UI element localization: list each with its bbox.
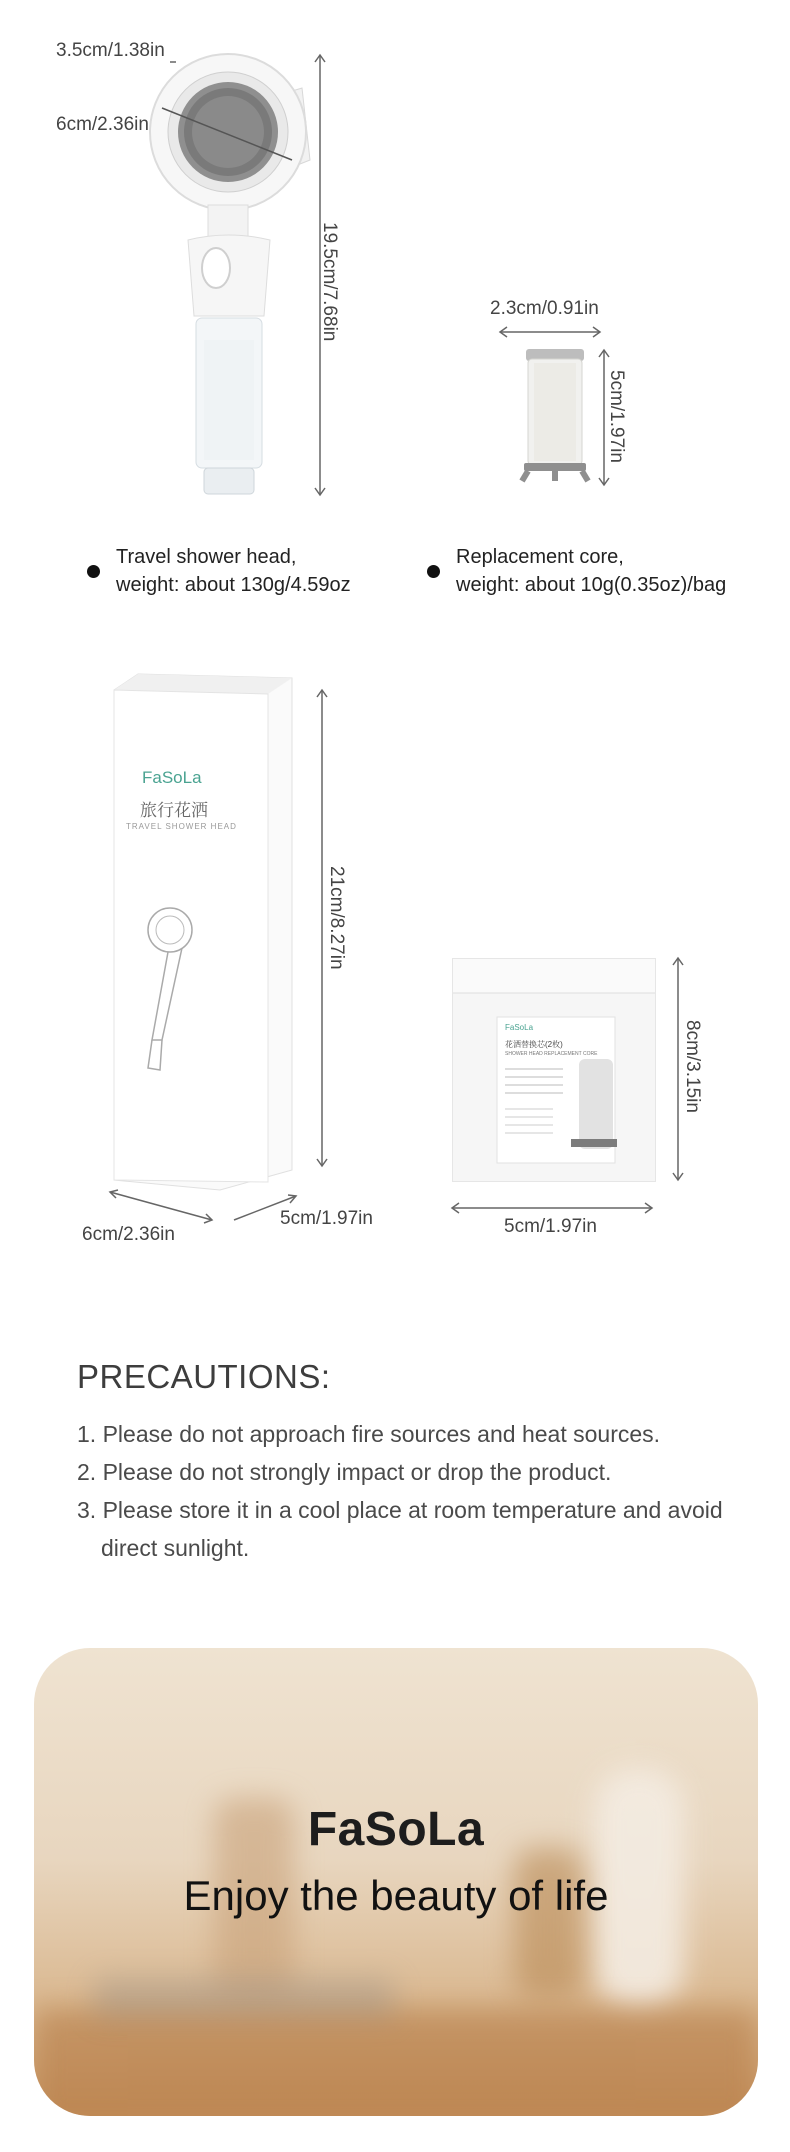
replacement-core-image bbox=[510, 345, 600, 485]
head-depth-label: 3.5cm/1.38in bbox=[56, 40, 165, 61]
box-dimension-lines bbox=[0, 660, 790, 1240]
bag-height-label: 8cm/3.15in bbox=[682, 1020, 703, 1113]
core-caption bbox=[456, 543, 726, 599]
precaution-item: 3. Please store it in a cool place at room temperature and avoid bbox=[77, 1497, 723, 1523]
bag-width-label: 5cm/1.97in bbox=[504, 1216, 597, 1237]
precaution-item-continued: direct sunlight. bbox=[101, 1535, 250, 1561]
box-brand: FaSoLa bbox=[142, 768, 202, 787]
head-length-label: 19.5cm/7.68in bbox=[319, 222, 340, 342]
shower-head-caption-line2: weight: about 130g/4.59oz bbox=[116, 574, 351, 596]
background-decor bbox=[34, 2008, 758, 2116]
shower-head-dimension-lines bbox=[0, 0, 790, 520]
core-caption-line2: weight: about 10g(0.35oz)/bag bbox=[456, 574, 727, 596]
box-name-en: TRAVEL SHOWER HEAD bbox=[126, 822, 237, 831]
background-decor bbox=[94, 1978, 394, 2018]
precaution-item: 2. Please do not strongly impact or drop the product. bbox=[77, 1459, 612, 1485]
shower-head-caption bbox=[116, 543, 351, 599]
precautions-list bbox=[77, 1415, 757, 1567]
lifestyle-banner bbox=[34, 1648, 758, 2116]
bag-name-cn: 花洒替换芯(2枚) bbox=[505, 1040, 563, 1049]
precaution-item: 1. Please do not approach fire sources and heat sources. bbox=[77, 1421, 661, 1447]
box-name-cn: 旅行花洒 bbox=[140, 801, 208, 820]
precautions-title: PRECAUTIONS: bbox=[77, 1358, 331, 1395]
box-depth-label: 5cm/1.97in bbox=[280, 1208, 373, 1229]
bag-name-en: SHOWER HEAD REPLACEMENT CORE bbox=[505, 1051, 598, 1057]
box-width-label: 6cm/2.36in bbox=[82, 1224, 175, 1245]
background-decor bbox=[514, 1848, 584, 1998]
head-diameter-label: 6cm/2.36in bbox=[56, 114, 149, 135]
core-height-label: 5cm/1.97in bbox=[606, 370, 627, 463]
bullet-icon bbox=[427, 565, 440, 578]
replacement-bag-image bbox=[452, 958, 656, 1182]
banner-brand-logo: FaSoLa bbox=[307, 1803, 485, 1856]
core-caption-line1: Replacement core, bbox=[456, 546, 624, 568]
core-diameter-label: 2.3cm/0.91in bbox=[490, 298, 599, 319]
bag-brand: FaSoLa bbox=[505, 1023, 534, 1032]
banner-slogan: Enjoy the beauty of life bbox=[183, 1872, 609, 1919]
shower-head-caption-line1: Travel shower head, bbox=[116, 546, 297, 568]
box-height-label: 21cm/8.27in bbox=[326, 866, 347, 970]
bullet-icon bbox=[87, 565, 100, 578]
